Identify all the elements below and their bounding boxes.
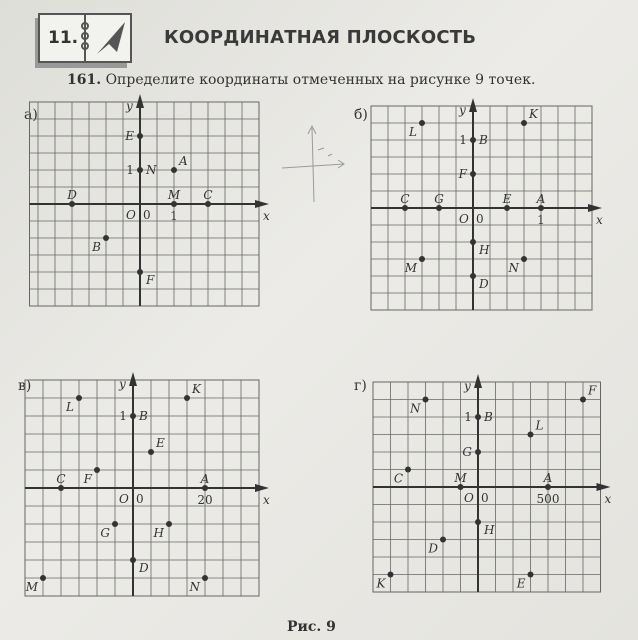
point-label-N: N	[410, 401, 421, 416]
point-label-H: H	[484, 523, 495, 537]
panel-label-v: в)	[18, 378, 32, 394]
point-label-C: C	[203, 188, 213, 202]
zero-label: 0	[136, 492, 144, 506]
y-axis-label: y	[459, 103, 466, 117]
point-D	[130, 557, 136, 563]
point-label-F: F	[83, 472, 92, 486]
point-K	[184, 395, 190, 401]
point-label-A: A	[200, 472, 210, 486]
point-label-K: K	[192, 382, 201, 396]
x-axis-arrow-icon	[597, 483, 611, 491]
point-label-H: H	[479, 243, 490, 257]
point-M	[419, 256, 425, 262]
section-number: 11.	[48, 28, 79, 48]
origin-label: O	[126, 208, 136, 222]
point-L	[419, 120, 425, 126]
origin-label: O	[459, 212, 469, 226]
point-label-E: E	[125, 129, 134, 143]
y-unit-label: 1	[459, 133, 467, 147]
point-label-G: G	[100, 526, 110, 540]
point-label-K: K	[529, 107, 538, 121]
point-label-N: N	[189, 580, 200, 594]
y-unit-label: 1	[119, 409, 127, 423]
point-label-N: N	[508, 261, 519, 275]
point-label-N: N	[146, 163, 157, 177]
point-C	[405, 467, 411, 473]
point-label-C: C	[56, 472, 66, 486]
point-F	[94, 467, 100, 473]
point-label-A: A	[543, 471, 553, 485]
point-A	[171, 167, 177, 173]
x-axis-label: x	[604, 492, 612, 506]
task-number: 161.	[67, 72, 102, 88]
point-label-D: D	[139, 561, 149, 575]
point-H	[166, 521, 172, 527]
point-label-E: E	[516, 576, 526, 591]
point-L	[528, 432, 534, 438]
point-K	[388, 572, 394, 578]
y-axis-label: y	[119, 377, 126, 391]
point-L	[76, 395, 82, 401]
point-D	[470, 273, 476, 279]
point-K	[521, 120, 527, 126]
panel-label-a: а)	[24, 107, 38, 123]
pencil-sketch-icon	[278, 120, 348, 210]
point-label-A: A	[536, 192, 546, 206]
x-axis-label: x	[263, 493, 270, 507]
origin-label: O	[464, 491, 474, 505]
zero-label: 0	[476, 212, 484, 226]
point-label-K: K	[376, 576, 386, 591]
point-H	[470, 239, 476, 245]
point-label-M: M	[25, 580, 38, 594]
point-N	[521, 256, 527, 262]
task-text: Определите координаты отмеченных на рисунке 9 точек.	[105, 72, 536, 88]
point-G	[112, 521, 118, 527]
y-axis-arrow-icon	[129, 372, 137, 386]
section-title: КООРДИНАТНАЯ ПЛОСКОСТЬ	[164, 27, 477, 48]
point-label-B: B	[479, 133, 488, 147]
coordinate-plane-v	[25, 377, 270, 594]
y-axis-arrow-icon	[474, 374, 482, 388]
x-unit-label: 1	[537, 213, 545, 227]
point-E	[528, 572, 534, 578]
point-label-F: F	[588, 383, 597, 398]
coordinate-plane-b	[400, 103, 603, 291]
point-B	[475, 414, 481, 420]
zero-label: 0	[481, 491, 489, 505]
x-axis-arrow-icon	[588, 204, 602, 212]
point-label-G: G	[434, 192, 444, 206]
point-label-L: L	[66, 400, 74, 414]
point-F	[470, 171, 476, 177]
point-B	[470, 137, 476, 143]
point-label-L: L	[535, 418, 544, 433]
point-label-E: E	[156, 436, 165, 450]
point-label-M: M	[404, 261, 417, 275]
point-E	[148, 449, 154, 455]
point-label-M: M	[454, 471, 467, 485]
coordinate-plane-g	[376, 379, 612, 591]
y-axis-arrow-icon	[469, 98, 477, 112]
task-statement	[67, 72, 535, 88]
point-label-D: D	[428, 541, 438, 556]
panel-label-g: г)	[354, 378, 367, 394]
point-label-E: E	[502, 192, 512, 206]
origin-label: O	[119, 492, 129, 506]
point-label-A: A	[179, 154, 188, 168]
point-F	[580, 397, 586, 403]
point-label-C: C	[393, 471, 403, 486]
x-axis-label: x	[596, 213, 603, 227]
figure-caption: Рис. 9	[287, 619, 336, 635]
point-N	[423, 397, 429, 403]
point-label-B: B	[484, 410, 493, 424]
point-N	[137, 167, 143, 173]
point-H	[475, 519, 481, 525]
x-unit-label: 500	[536, 492, 560, 506]
point-label-L: L	[409, 125, 417, 139]
point-F	[137, 269, 143, 275]
point-N	[202, 575, 208, 581]
point-label-D: D	[479, 277, 489, 291]
point-label-F: F	[146, 273, 155, 287]
point-D	[440, 537, 446, 543]
point-E	[137, 133, 143, 139]
point-label-H: H	[153, 526, 164, 540]
point-B	[103, 235, 109, 241]
point-label-D: D	[67, 188, 77, 202]
zero-label: 0	[143, 208, 151, 222]
y-axis-arrow-icon	[136, 94, 144, 108]
y-axis-label: y	[464, 379, 471, 393]
x-axis-arrow-icon	[255, 200, 269, 208]
panel-label-b: б)	[354, 107, 368, 123]
y-unit-label: 1	[464, 410, 472, 424]
x-unit-label: 20	[197, 493, 213, 507]
x-unit-label: 1	[170, 209, 178, 223]
y-axis-label: y	[126, 99, 133, 113]
point-label-B: B	[139, 409, 148, 423]
x-axis-label: x	[263, 209, 270, 223]
point-B	[130, 413, 136, 419]
coordinate-plane-a	[67, 99, 270, 287]
point-label-C: C	[400, 192, 410, 206]
point-G	[475, 449, 481, 455]
y-unit-label: 1	[126, 163, 134, 177]
point-label-B: B	[92, 240, 101, 254]
point-M	[40, 575, 46, 581]
point-label-M: M	[167, 188, 181, 202]
x-axis-arrow-icon	[255, 484, 269, 492]
point-label-F: F	[458, 167, 467, 181]
point-label-G: G	[462, 445, 472, 459]
